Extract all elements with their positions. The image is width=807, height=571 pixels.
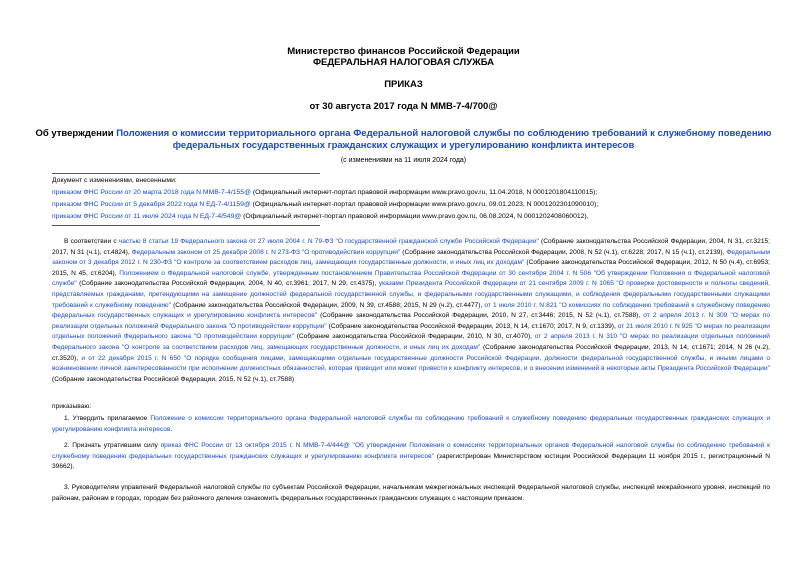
paragraph-text: 1. Утвердить прилагаемое xyxy=(64,415,151,422)
paragraph-text: (Собрание законодательства Российской Федерации, 2008, N 52 (ч.1), ст.6228; 2017, N 15 (ч.1), ст.2139), xyxy=(400,248,727,256)
reference-link[interactable]: Федеральным законом от 3 декабря 2012 г. N 230-ФЗ "О контроле за соответствием расходов лиц, замещающих государственные должности, и иных лиц их доходам" xyxy=(52,248,771,267)
ministry-name: Министерство финансов Российской Федерации xyxy=(287,46,520,57)
divider-bottom xyxy=(52,225,320,226)
amendments-heading: Документ с изменениями, внесенными: xyxy=(52,177,177,184)
document-type: ПРИКАЗ xyxy=(384,79,423,90)
paragraph-text: (Собрание законодательства Российской Федерации, 2013, N 14, ст.1671; 2014, N 26 (ч.2), ст.3520), xyxy=(52,343,771,362)
paragraph-text: (Собрание законодательства Российской Федерации, 2004, N 40, ст.3961; 2017, N 29, ст.4375), xyxy=(76,280,379,288)
reference-link[interactable]: от 21 июля 2010 г. N 925 "О мерах по реализации отдельных положений Федерального закона "О противодействии коррупции" xyxy=(52,322,770,341)
paragraph-text: 2. Признать утратившим силу xyxy=(64,442,161,449)
reference-link[interactable]: и от 22 декабря 2015 г. N 650 "О порядке сообщения лицами, замещающими отдельные государственные должности Российской Федерации, должности федеральной государственной службы, и иными лицами о возникновении личной заинтересованности при исполнении должностных обязанностей, которая приводит или может привести к конфликту интересов, и о внесении изменений в некоторые акты Президента Российской Федерации" xyxy=(52,354,771,373)
paragraph-text: (Собрание законодательства Российской Федерации, 2013, N 14, ст.1670; 2017, N 9, ст.1339), xyxy=(326,322,618,330)
paragraph-text: (Собрание законодательства Российской Федерации, 2004, N 31, ст.3215; 2017, N 31 (ч.1), ст.4824), xyxy=(52,238,770,256)
amendment-item: приказом ФНС России от 5 декабря 2022 года N ЕД-7-4/1159@ (Официальный интернет-портал правовой информации www.pravo.gov.ru, 09.01.2023, N 0001202301090010); xyxy=(52,201,599,208)
order-word: приказываю: xyxy=(52,403,92,410)
amendment-link[interactable]: приказом ФНС России от 20 марта 2018 года N ММВ-7-4/155@ xyxy=(52,189,251,196)
divider-top xyxy=(52,173,320,174)
amendment-item: приказом ФНС России от 20 марта 2018 года N ММВ-7-4/155@ (Официальный интернет-портал правовой информации www.pravo.gov.ru, 11.04.2018, N 0001201804110015); xyxy=(52,189,598,196)
paragraph-text: . xyxy=(170,425,173,433)
reference-link[interactable]: от 1 июля 2010 г. N 821 "О комиссиях по соблюдению требований к служебному поведению федеральных государственных служащих и урегулированию конфликта интересов" xyxy=(52,301,771,320)
paragraph-text: (зарегистрирован Министерством юстиции Российской Федерации 11 ноября 2015 г., регистрационный N 39662). xyxy=(52,452,770,471)
revision-note: (с изменениями на 11 июля 2024 года) xyxy=(340,157,467,164)
reference-link[interactable]: от 2 апреля 2013 г. N 310 "О мерах по реализации отдельных положений Федерального закона "О контроле за соответствием расходов лиц, замещающих государственные должности, и иных лиц их доходам" xyxy=(52,333,770,351)
order-item-1 xyxy=(52,414,770,435)
preamble-paragraph xyxy=(52,237,770,385)
document-date: от 30 августа 2017 года N ММВ-7-4/700@ xyxy=(309,101,498,112)
order-item-2 xyxy=(52,441,770,473)
reference-link[interactable]: Положение о комиссии территориального органа Федеральной налоговой службы по соблюдению требований к служебному поведению федеральных государственных гражданских служащих и урегулированию конфликта интересов xyxy=(52,415,770,433)
paragraph-text: (Собрание законодательства Российской Федерации, 2010, N 27, ст.3446; 2015, N 52 (ч.1), ст.7588), xyxy=(317,312,644,320)
reference-link[interactable]: Положением о Федеральной налоговой службе, утвержденным постановлением Правительства Российской Федерации от 30 сентября 2004 г. N 506 "Об утверждении Положения о Федеральной налоговой службе" xyxy=(52,269,770,288)
paragraph-text: (Собрание законодательства Российской Федерации, 2012, N 50 (ч.4), ст.6953; 2015, N 45, ст.6204), xyxy=(52,259,770,277)
amendment-item: приказом ФНС России от 11 июля 2024 года N ЕД-7-4/549@ (Официальный интернет-портал правовой информации www.pravo.gov.ru, 06.08.2024, N 0001202408060012). xyxy=(52,213,589,220)
amendment-link[interactable]: приказом ФНС России от 5 декабря 2022 года N ЕД-7-4/1159@ xyxy=(52,201,251,208)
reference-link[interactable]: указами Президента Российской Федерации от 21 сентября 2009 г. N 1065 "О проверке достоверности и полноты сведений, представляемых гражданами, претендующими на замещение должностей федеральной государственной службы, и федеральными государственными служащими, и соблюдения федеральными государственными служащими требований к служебному поведению" xyxy=(52,280,770,309)
paragraph-text: (Собрание законодательства Российской Федерации, 2015, N 52 (ч.1), ст.7588) xyxy=(52,375,295,383)
order-item-3 xyxy=(52,483,770,504)
reference-link[interactable]: частью 8 статьи 19 Федерального закона от 27 июля 2004 г. N 79-ФЗ "О государственной гражданской службе Российской Федерации" xyxy=(118,238,539,245)
amendment-link[interactable]: приказом ФНС России от 11 июля 2024 года N ЕД-7-4/549@ xyxy=(52,213,242,220)
paragraph-text: (Собрание законодательства Российской Федерации, 2010, N 30, ст.4070), xyxy=(293,333,535,341)
paragraph-text: 3. Руководителям управлений Федеральной налоговой службы по субъектам Российской Федерации, начальникам межрегиональных инспекций Федеральной налоговой службы, инспекций межрайонного уровня, инспекций по районам, районам в городах, городам без районного деления ознакомить федеральных государственных гражданских служащих с настоящим приказом. xyxy=(52,484,770,502)
paragraph-text: (Собрание законодательства Российской Федерации, 2009, N 39, ст.4588; 2015, N 29 (ч.2), ст.4477), xyxy=(170,301,485,309)
service-name: ФЕДЕРАЛЬНАЯ НАЛОГОВАЯ СЛУЖБА xyxy=(312,57,495,68)
reference-link[interactable]: приказ ФНС России от 13 октября 2015 г. N ММВ-7-4/444@ "Об утверждении Положения о комиссиях территориальных органов Федеральной налоговой службы по соблюдению требований к служебному поведению федеральных государственных гражданских служащих и урегулированию конфликта интересов" xyxy=(52,442,771,460)
document-title xyxy=(30,128,777,152)
title-link[interactable]: Положения о комиссии территориального органа Федеральной налоговой службы по соблюдению требований к служебному поведению федеральных государственных гражданских служащих и урегулированию конфликта интересов xyxy=(116,128,772,151)
reference-link[interactable]: от 2 апреля 2013 г. N 309 "О мерах по реализации отдельных положений Федерального закона "О противодействии коррупции" xyxy=(52,312,770,330)
reference-link[interactable]: Федеральным законом от 25 декабря 2008 г. N 273-ФЗ "О противодействии коррупции" xyxy=(131,248,401,256)
title-prefix: Об утверждении xyxy=(35,128,117,139)
paragraph-text: В соответствии с xyxy=(64,238,119,245)
